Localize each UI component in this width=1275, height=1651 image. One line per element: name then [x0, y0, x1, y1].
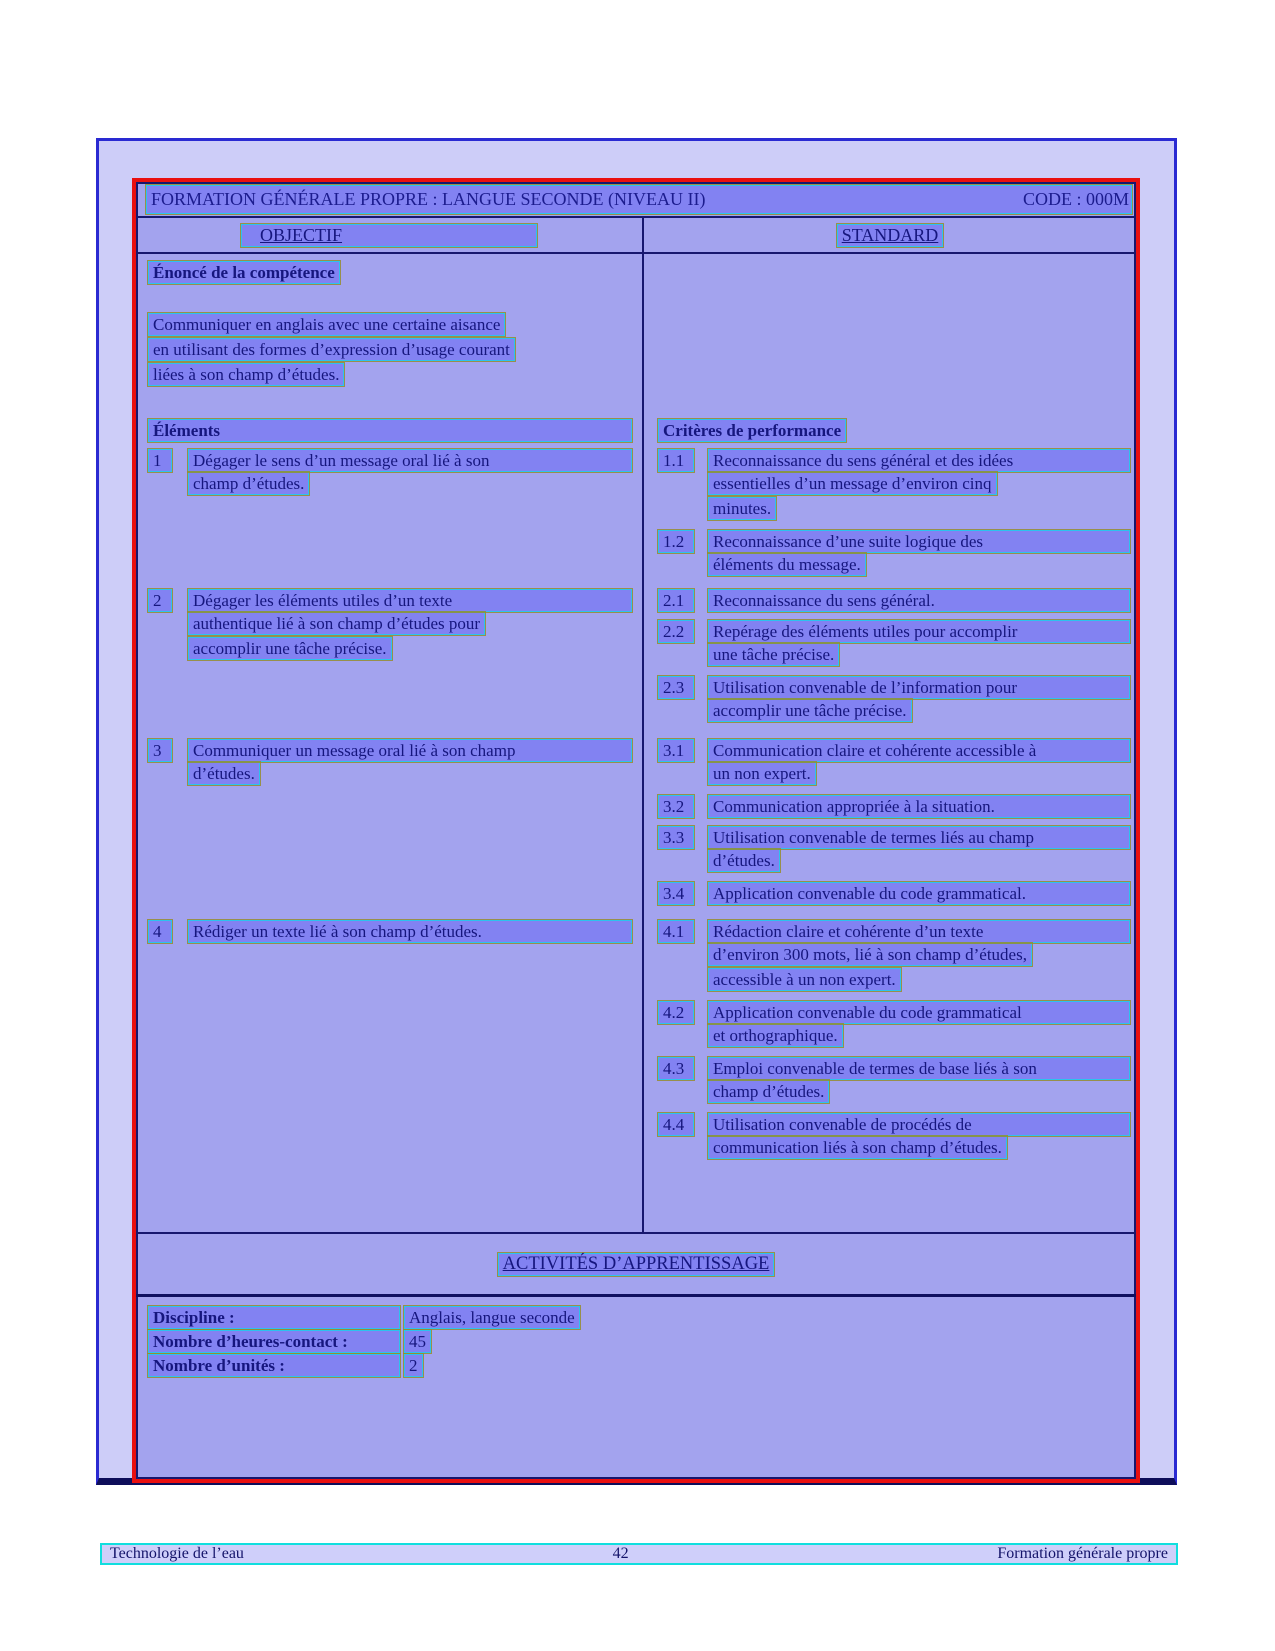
elements-header-cell	[136, 417, 644, 449]
discipline-info-block	[136, 1294, 1136, 1481]
element-line	[188, 449, 632, 472]
criterion-text: Reconnaissance du sens général et des idées	[708, 449, 1130, 472]
criterion-text: d’environ 300 mots, lié à son champ d’études,	[708, 943, 1032, 966]
element-text: Dégager les éléments utiles d’un texte	[188, 589, 632, 612]
criterion-text: Utilisation convenable de procédés de	[708, 1113, 1130, 1136]
criterion-lines	[708, 1057, 1130, 1105]
element-number: 2	[148, 589, 172, 612]
criterion-text: Reconnaissance du sens général.	[708, 589, 1130, 612]
enonce-paragraph	[148, 313, 632, 388]
element-1-cell	[136, 449, 644, 589]
element-line	[188, 739, 632, 762]
criterion	[658, 920, 1130, 993]
criterion-text: Emploi convenable de termes de base liés à son	[708, 1057, 1130, 1080]
enonce-line	[148, 313, 632, 338]
element-text: d’études.	[188, 762, 260, 785]
element-lines	[188, 920, 632, 943]
element-text: Dégager le sens d’un message oral lié à son	[188, 449, 632, 472]
criterion	[658, 620, 1130, 668]
criterion-text: essentielles d’un message d’environ cinq	[708, 472, 997, 495]
enonce-text: liées à son champ d’études.	[148, 363, 344, 386]
footer-right-text: Formation générale propre	[997, 1545, 1168, 1562]
criterion	[658, 739, 1130, 787]
criterion-line	[708, 795, 1130, 818]
criterion-number: 4.1	[658, 920, 694, 943]
criterion-line	[708, 1001, 1130, 1024]
standard-header-cell	[644, 218, 1136, 252]
criterion-lines	[708, 920, 1130, 993]
criterion-lines	[708, 620, 1130, 668]
enonce-heading: Énoncé de la compétence	[148, 261, 340, 284]
criteres-heading: Critères de performance	[658, 419, 846, 442]
page-frame	[96, 138, 1177, 1485]
criterion-number: 4.2	[658, 1001, 694, 1024]
criterion-text: Repérage des éléments utiles pour accomplir	[708, 620, 1130, 643]
criterion-lines	[708, 1001, 1130, 1049]
criterion-lines	[708, 676, 1130, 724]
element-text: Rédiger un texte lié à son champ d’études.	[188, 920, 632, 943]
criterion-line	[708, 968, 1130, 993]
criterion	[658, 676, 1130, 724]
criterion-line	[708, 826, 1130, 849]
discipline-value: Anglais, langue seconde	[404, 1306, 580, 1329]
course-code: CODE : 000M	[1022, 188, 1129, 209]
document-title: FORMATION GÉNÉRALE PROPRE : LANGUE SECONDE (NIVEAU II)	[151, 188, 706, 209]
criterion-lines	[708, 530, 1130, 578]
criterion-line	[708, 449, 1130, 472]
criterion-text: Rédaction claire et cohérente d’un texte	[708, 920, 1130, 943]
criteria-group-3-cell	[644, 739, 1136, 920]
content-grid	[136, 254, 1136, 1232]
element-lines	[188, 449, 632, 497]
criteria-group-1-cell	[644, 449, 1136, 589]
criterion-text: Application convenable du code grammatical.	[708, 882, 1130, 905]
criterion-text: communication liés à son champ d’études.	[708, 1136, 1007, 1159]
info-row-heures	[148, 1330, 1136, 1354]
criterion-line	[708, 643, 1130, 668]
standard-empty-cell	[644, 254, 1136, 417]
title-highlight-band	[146, 185, 1132, 214]
criterion-line	[708, 589, 1130, 612]
criterion	[658, 589, 1130, 612]
criterion-text: éléments du message.	[708, 553, 866, 576]
footer-left-text: Technologie de l’eau	[110, 1545, 244, 1562]
criterion-number: 4.4	[658, 1113, 694, 1136]
criterion-number: 3.4	[658, 882, 694, 905]
criterion-lines	[708, 739, 1130, 787]
criterion-line	[708, 762, 1130, 787]
table-title-row	[136, 182, 1136, 218]
criterion-lines	[708, 795, 1130, 818]
column-headers-row	[136, 218, 1136, 254]
criterion-text: accomplir une tâche précise.	[708, 699, 912, 722]
criterion-text: Reconnaissance d’une suite logique des	[708, 530, 1130, 553]
element-lines	[188, 589, 632, 662]
criterion-text: Utilisation convenable de l’information pour	[708, 676, 1130, 699]
enonce-cell	[136, 254, 644, 417]
element-text: accomplir une tâche précise.	[188, 637, 392, 660]
element-line	[188, 637, 632, 662]
heures-contact-value: 45	[404, 1330, 431, 1353]
element-item	[148, 739, 632, 787]
criterion-number: 3.2	[658, 795, 694, 818]
criterion-line	[708, 1113, 1130, 1136]
info-row-discipline	[148, 1306, 1136, 1330]
criterion-lines	[708, 1113, 1130, 1161]
criterion	[658, 1057, 1130, 1105]
criterion-line	[708, 676, 1130, 699]
enonce-heading-line	[148, 261, 632, 286]
enonce-text: Communiquer en anglais avec une certaine aisance	[148, 313, 505, 336]
unites-label: Nombre d’unités :	[148, 1354, 400, 1377]
criterion-text: Application convenable du code grammatical	[708, 1001, 1130, 1024]
criterion-text: accessible à un non expert.	[708, 968, 901, 991]
criterion	[658, 1113, 1130, 1161]
footer-page-number: 42	[612, 1545, 629, 1562]
criteres-header-cell	[644, 417, 1136, 449]
criterion-line	[708, 739, 1130, 762]
criterion-line	[708, 472, 1130, 497]
standard-column-header: STANDARD	[837, 224, 944, 247]
element-number: 4	[148, 920, 172, 943]
criterion-number: 2.1	[658, 589, 694, 612]
unites-value: 2	[404, 1354, 423, 1377]
enonce-line	[148, 363, 632, 388]
criterion	[658, 1001, 1130, 1049]
page-footer	[100, 1543, 1178, 1565]
heures-contact-label: Nombre d’heures-contact :	[148, 1330, 400, 1353]
element-item	[148, 449, 632, 497]
criterion	[658, 530, 1130, 578]
element-text: Communiquer un message oral lié à son champ	[188, 739, 632, 762]
criterion-line	[708, 1024, 1130, 1049]
criterion-text: minutes.	[708, 497, 776, 520]
element-item	[148, 589, 632, 662]
criteria-group-4-cell	[644, 920, 1136, 1232]
criterion-text: champ d’études.	[708, 1080, 829, 1103]
criterion-line	[708, 553, 1130, 578]
activites-heading: ACTIVITÉS D’APPRENTISSAGE	[498, 1253, 775, 1276]
objectif-header-cell	[136, 218, 644, 252]
element-line	[188, 589, 632, 612]
criterion-text: Communication claire et cohérente accessible à	[708, 739, 1130, 762]
criterion-lines	[708, 449, 1130, 522]
element-text: champ d’études.	[188, 472, 309, 495]
criterion-text: Communication appropriée à la situation.	[708, 795, 1130, 818]
criterion-lines	[708, 589, 1130, 612]
criterion-line	[708, 620, 1130, 643]
activites-row	[136, 1232, 1136, 1294]
element-line	[188, 612, 632, 637]
criterion-line	[708, 1080, 1130, 1105]
criterion-line	[708, 849, 1130, 874]
criterion-number: 1.2	[658, 530, 694, 553]
criterion-line	[708, 497, 1130, 522]
criterion	[658, 882, 1130, 905]
criterion-text: une tâche précise.	[708, 643, 839, 666]
criterion	[658, 795, 1130, 818]
element-item	[148, 920, 632, 943]
discipline-label: Discipline :	[148, 1306, 400, 1329]
element-line	[188, 920, 632, 943]
criterion-text: un non expert.	[708, 762, 816, 785]
element-line	[188, 472, 632, 497]
criterion-line	[708, 530, 1130, 553]
criterion-line	[708, 1136, 1130, 1161]
criterion-text: et orthographique.	[708, 1024, 843, 1047]
element-number: 1	[148, 449, 172, 472]
criterion-lines	[708, 826, 1130, 874]
criterion-number: 2.3	[658, 676, 694, 699]
elements-heading: Éléments	[148, 419, 632, 442]
criterion-number: 1.1	[658, 449, 694, 472]
element-text: authentique lié à son champ d’études pour	[188, 612, 485, 635]
criterion	[658, 449, 1130, 522]
criterion-number: 4.3	[658, 1057, 694, 1080]
element-3-cell	[136, 739, 644, 920]
objectif-column-header: OBJECTIF	[241, 224, 537, 247]
criterion-line	[708, 943, 1130, 968]
criterion-line	[708, 699, 1130, 724]
criterion-line	[708, 920, 1130, 943]
info-row-unites	[148, 1354, 1136, 1378]
enonce-text: en utilisant des formes d’expression d’usage courant	[148, 338, 515, 361]
criterion-lines	[708, 882, 1130, 905]
element-4-cell	[136, 920, 644, 1232]
enonce-line	[148, 338, 632, 363]
criterion-number: 3.3	[658, 826, 694, 849]
criterion-line	[708, 882, 1130, 905]
criterion-text: d’études.	[708, 849, 780, 872]
criteria-group-2-cell	[644, 589, 1136, 739]
criterion-line	[708, 1057, 1130, 1080]
element-number: 3	[148, 739, 172, 762]
criterion-number: 2.2	[658, 620, 694, 643]
criterion-text: Utilisation convenable de termes liés au champ	[708, 826, 1130, 849]
element-2-cell	[136, 589, 644, 739]
criterion-number: 3.1	[658, 739, 694, 762]
element-line	[188, 762, 632, 787]
criterion	[658, 826, 1130, 874]
competency-table	[132, 178, 1140, 1483]
element-lines	[188, 739, 632, 787]
